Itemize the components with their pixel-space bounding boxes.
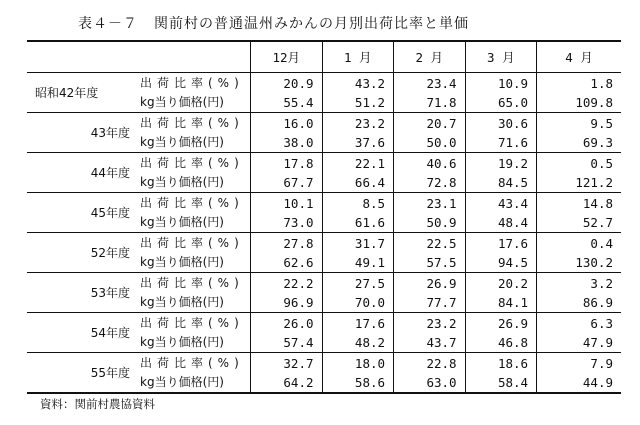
price-value: 38.0 (283, 134, 314, 150)
ratio-value: 26.9 (426, 275, 457, 291)
price-label: kg当り価格(円) (140, 374, 224, 389)
ratio-value: 17.8 (283, 155, 314, 171)
price-value: 58.6 (354, 374, 386, 390)
table-row (27, 73, 621, 113)
value-cell (322, 73, 394, 113)
year-cell: 52年度 (27, 233, 136, 273)
price-value: 37.6 (354, 134, 386, 150)
year-cell: 44年度 (27, 153, 136, 193)
price-value: 71.8 (426, 94, 457, 110)
price-value: 57.4 (283, 334, 314, 350)
price-value: 73.0 (283, 214, 314, 230)
value-cell (394, 353, 466, 394)
month-header: 3 月 (465, 41, 537, 73)
price-value: 51.2 (354, 94, 386, 110)
value-cell (465, 113, 537, 153)
table-title (78, 13, 469, 33)
value-cell (465, 73, 537, 113)
value-cell (322, 193, 394, 233)
year-cell: 43年度 (27, 113, 136, 153)
value-cell (251, 73, 323, 113)
price-label: kg当り価格(円) (140, 134, 224, 149)
value-cell (465, 313, 537, 353)
ratio-value: 8.5 (362, 195, 386, 211)
ratio-label: 出荷比率(%) (140, 195, 244, 210)
ratio-value: 22.8 (426, 355, 457, 371)
ratio-value: 20.7 (426, 115, 457, 131)
month-header: 12月 (251, 41, 323, 73)
price-value: 48.2 (354, 334, 386, 350)
ratio-label: 出荷比率(%) (140, 275, 244, 290)
price-value: 43.7 (426, 334, 457, 350)
month-header: 1 月 (322, 41, 394, 73)
value-cell (251, 193, 323, 233)
value-cell (322, 273, 394, 313)
price-value: 84.5 (497, 174, 529, 190)
ratio-value: 10.1 (283, 195, 314, 211)
value-cell (465, 233, 537, 273)
value-cell (537, 193, 621, 233)
value-cell (394, 153, 466, 193)
metric-labels (136, 153, 251, 193)
price-label: kg当り価格(円) (140, 94, 224, 109)
ratio-value: 17.6 (497, 235, 529, 251)
price-value: 109.8 (575, 94, 613, 110)
value-cell (251, 153, 323, 193)
value-cell (251, 273, 323, 313)
price-value: 50.9 (426, 214, 457, 230)
year-cell: 54年度 (27, 313, 136, 353)
ratio-value: 20.2 (497, 275, 529, 291)
price-value: 58.4 (497, 374, 529, 390)
price-value: 71.6 (497, 134, 529, 150)
price-value: 44.9 (582, 374, 613, 390)
ratio-value: 14.8 (582, 195, 613, 211)
price-value: 70.0 (354, 294, 386, 310)
price-value: 48.4 (497, 214, 529, 230)
metric-labels (136, 113, 251, 153)
ratio-value: 3.2 (590, 275, 613, 291)
value-cell (537, 353, 621, 394)
ratio-value: 23.1 (426, 195, 457, 211)
year-cell: 昭和42年度 (27, 73, 136, 113)
value-cell (394, 73, 466, 113)
price-value: 86.9 (582, 294, 613, 310)
table-row (27, 313, 621, 353)
value-cell (394, 273, 466, 313)
ratio-value: 43.4 (497, 195, 529, 211)
price-label: kg当り価格(円) (140, 334, 224, 349)
ratio-value: 16.0 (283, 115, 314, 131)
table-caption: 関前村の普通温州みかんの月別出荷比率と単価 (154, 16, 469, 32)
value-cell (322, 313, 394, 353)
metric-labels (136, 233, 251, 273)
price-value: 64.2 (283, 374, 314, 390)
ratio-value: 19.2 (497, 155, 529, 171)
price-value: 65.0 (497, 94, 529, 110)
table-row (27, 233, 621, 273)
ratio-value: 27.8 (283, 235, 314, 251)
year-cell: 45年度 (27, 193, 136, 233)
value-cell (465, 193, 537, 233)
value-cell (537, 153, 621, 193)
price-value: 61.6 (354, 214, 386, 230)
ratio-value: 22.1 (354, 155, 386, 171)
ratio-label: 出荷比率(%) (140, 315, 244, 330)
ratio-value: 22.2 (283, 275, 314, 291)
value-cell (251, 113, 323, 153)
price-value: 55.4 (283, 94, 314, 110)
ratio-label: 出荷比率(%) (140, 155, 244, 170)
value-cell (322, 113, 394, 153)
table-row (27, 113, 621, 153)
price-value: 69.3 (582, 134, 613, 150)
ratio-value: 30.6 (497, 115, 529, 131)
price-value: 50.0 (426, 134, 457, 150)
shipment-table (27, 40, 621, 394)
value-cell (322, 353, 394, 394)
ratio-label: 出荷比率(%) (140, 75, 244, 90)
price-value: 49.1 (354, 254, 386, 270)
table-row (27, 273, 621, 313)
ratio-value: 17.6 (354, 315, 386, 331)
value-cell (394, 313, 466, 353)
value-cell (322, 233, 394, 273)
price-label: kg当り価格(円) (140, 174, 224, 189)
ratio-value: 9.5 (590, 115, 613, 131)
ratio-value: 1.8 (590, 75, 613, 91)
value-cell (394, 113, 466, 153)
price-value: 121.2 (575, 174, 613, 190)
ratio-value: 10.9 (497, 75, 529, 91)
ratio-value: 43.2 (354, 75, 386, 91)
value-cell (537, 113, 621, 153)
ratio-value: 23.2 (354, 115, 386, 131)
ratio-value: 7.9 (590, 355, 613, 371)
price-value: 62.6 (283, 254, 314, 270)
year-cell: 53年度 (27, 273, 136, 313)
ratio-value: 18.6 (497, 355, 529, 371)
metric-labels (136, 193, 251, 233)
price-value: 47.9 (582, 334, 613, 350)
price-value: 57.5 (426, 254, 457, 270)
value-cell (251, 233, 323, 273)
value-cell (537, 273, 621, 313)
value-cell (251, 353, 323, 394)
price-label: kg当り価格(円) (140, 214, 224, 229)
header-blank-label (136, 41, 251, 73)
price-value: 72.8 (426, 174, 457, 190)
price-value: 130.2 (575, 254, 613, 270)
header-blank-year (27, 41, 136, 73)
value-cell (465, 353, 537, 394)
value-cell (322, 153, 394, 193)
month-header: 4 月 (537, 41, 621, 73)
ratio-value: 23.2 (426, 315, 457, 331)
ratio-value: 22.5 (426, 235, 457, 251)
price-value: 84.1 (497, 294, 529, 310)
year-cell: 55年度 (90, 366, 130, 380)
price-value: 77.7 (426, 294, 457, 310)
ratio-value: 40.6 (426, 155, 457, 171)
table-row (27, 353, 621, 394)
ratio-label: 出荷比率(%) (140, 235, 244, 250)
table-number: 表４－７ (78, 16, 138, 32)
ratio-label: 出荷比率(%) (140, 355, 244, 370)
month-header: 2 月 (394, 41, 466, 73)
source-note: 資料：関前村農協資料 (40, 397, 155, 411)
value-cell (394, 193, 466, 233)
price-value: 52.7 (582, 214, 613, 230)
value-cell (537, 73, 621, 113)
header-row (27, 41, 621, 73)
ratio-value: 0.5 (590, 155, 613, 171)
ratio-value: 32.7 (283, 355, 314, 371)
ratio-value: 27.5 (354, 275, 386, 291)
value-cell (537, 313, 621, 353)
price-value: 67.7 (283, 174, 314, 190)
price-value: 66.4 (354, 174, 386, 190)
ratio-value: 18.0 (354, 355, 386, 371)
price-value: 46.8 (497, 334, 529, 350)
ratio-label: 出荷比率(%) (140, 115, 244, 130)
ratio-value: 23.4 (426, 75, 457, 91)
metric-labels (136, 313, 251, 353)
value-cell (537, 233, 621, 273)
price-value: 63.0 (426, 374, 457, 390)
metric-labels (136, 273, 251, 313)
ratio-value: 0.4 (590, 235, 613, 251)
price-value: 96.9 (283, 294, 314, 310)
ratio-value: 26.0 (283, 315, 314, 331)
table-row (27, 153, 621, 193)
price-label: kg当り価格(円) (140, 294, 224, 309)
ratio-value: 20.9 (283, 75, 314, 91)
ratio-value: 6.3 (590, 315, 613, 331)
price-value: 94.5 (497, 254, 529, 270)
metric-labels (136, 353, 251, 394)
metric-labels (136, 73, 251, 113)
table-row (27, 193, 621, 233)
value-cell (465, 153, 537, 193)
ratio-value: 26.9 (497, 315, 529, 331)
price-label: kg当り価格(円) (140, 254, 224, 269)
value-cell (465, 273, 537, 313)
ratio-value: 31.7 (354, 235, 386, 251)
value-cell (394, 233, 466, 273)
value-cell (251, 313, 323, 353)
